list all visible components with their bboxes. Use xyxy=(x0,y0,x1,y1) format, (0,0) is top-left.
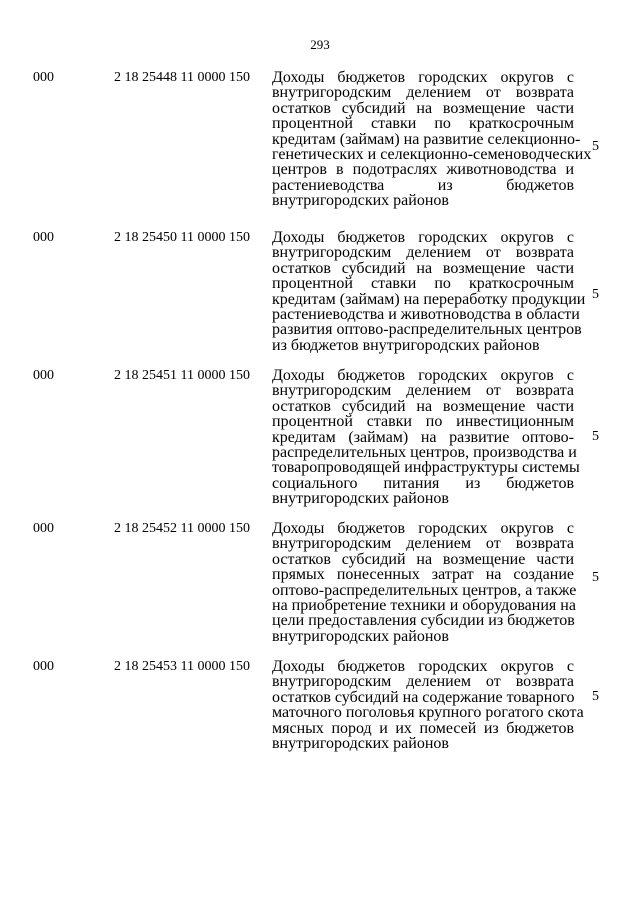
description-line: остатков субсидий на возмещение части xyxy=(272,550,574,568)
description-line: процентной ставки по инвестиционным xyxy=(272,413,574,431)
description-line: оптово-распределительных центров, а также xyxy=(272,581,577,599)
description-line: внутригородских районов xyxy=(272,490,449,508)
description-line: процентной ставки по краткосрочным xyxy=(272,115,574,133)
description-line: внутригородских районов xyxy=(272,627,449,645)
description-line: на приобретение техники и оборудования на xyxy=(272,596,576,614)
description-line: внутригородским делением от возврата xyxy=(272,244,574,262)
revenue-description xyxy=(272,229,586,354)
admin-code: 000 xyxy=(33,368,54,383)
page-number: 293 xyxy=(310,37,330,52)
description-line: кредитам (займам) на переработку продукции xyxy=(272,290,586,308)
description-line: внутригородским делением от возврата xyxy=(272,535,574,553)
description-line: остатков субсидий на возмещение части xyxy=(272,259,574,277)
rate-value: 5 xyxy=(592,689,599,704)
description-line: остатков субсидий на возмещение части xyxy=(272,99,574,117)
description-line: внутригородским делением от возврата xyxy=(272,382,574,400)
description-line: генетических и селекционно-семеноводческих xyxy=(272,145,592,163)
budget-classification-code: 2 18 25453 11 0000 150 xyxy=(114,659,250,674)
description-line: Доходы бюджетов городских округов с xyxy=(272,658,574,675)
description-line: Доходы бюджетов городских округов с xyxy=(272,229,574,246)
admin-code: 000 xyxy=(33,521,54,536)
description-line: распределительных центров, производства и xyxy=(272,443,577,461)
description-line: центров в подотраслях животноводства и xyxy=(272,161,574,179)
description-line: растениеводства из бюджетов xyxy=(272,176,574,194)
description-line: остатков субсидий на содержание товарного xyxy=(272,688,575,706)
admin-code: 000 xyxy=(33,230,54,245)
description-line: цели предоставления субсидии из бюджетов xyxy=(272,612,575,630)
budget-classification-code: 2 18 25448 11 0000 150 xyxy=(114,70,250,85)
budget-classification-code: 2 18 25451 11 0000 150 xyxy=(114,368,250,383)
admin-code: 000 xyxy=(33,70,54,85)
description-line: развития оптово-распределительных центров xyxy=(272,321,582,339)
description-line: маточного поголовья крупного рогатого скота xyxy=(272,704,584,722)
description-line: внутригородских районов xyxy=(272,734,449,752)
table-row xyxy=(0,362,640,515)
revenue-description xyxy=(272,520,577,645)
description-line: мясных пород и их помесей из бюджетов xyxy=(272,719,574,737)
description-line: кредитам (займам) на развитие оптово- xyxy=(272,428,574,446)
rate-value: 5 xyxy=(592,287,599,302)
table-row xyxy=(0,224,640,362)
budget-classification-code: 2 18 25452 11 0000 150 xyxy=(114,521,250,536)
revenue-description xyxy=(272,69,592,210)
description-line: растениеводства и животноводства в области xyxy=(272,305,580,323)
table-row xyxy=(0,515,640,653)
table-row xyxy=(0,653,640,763)
description-line: внутригородским делением от возврата xyxy=(272,84,574,102)
description-line: внутригородским делением от возврата xyxy=(272,673,574,691)
description-line: Доходы бюджетов городских округов с xyxy=(272,520,574,537)
description-line: Доходы бюджетов городских округов с xyxy=(272,367,574,384)
table-row xyxy=(0,64,640,224)
description-line: процентной ставки по краткосрочным xyxy=(272,275,574,293)
rate-value: 5 xyxy=(592,570,599,585)
description-line: Доходы бюджетов городских округов с xyxy=(272,69,574,86)
revenue-table xyxy=(0,64,640,763)
revenue-description xyxy=(272,658,584,752)
description-line: внутригородских районов xyxy=(272,192,449,210)
description-line: кредитам (займам) на развитие селекционно- xyxy=(272,130,581,148)
revenue-description xyxy=(272,367,580,508)
admin-code: 000 xyxy=(33,659,54,674)
budget-classification-code: 2 18 25450 11 0000 150 xyxy=(114,230,250,245)
rate-value: 5 xyxy=(592,429,599,444)
description-line: из бюджетов внутригородских районов xyxy=(272,336,540,354)
description-line: прямых понесенных затрат на создание xyxy=(272,566,574,584)
description-line: остатков субсидий на возмещение части xyxy=(272,397,574,415)
rate-value: 5 xyxy=(592,139,599,154)
description-line: товаропроводящей инфраструктуры системы xyxy=(272,459,580,477)
description-line: социального питания из бюджетов xyxy=(272,474,574,492)
